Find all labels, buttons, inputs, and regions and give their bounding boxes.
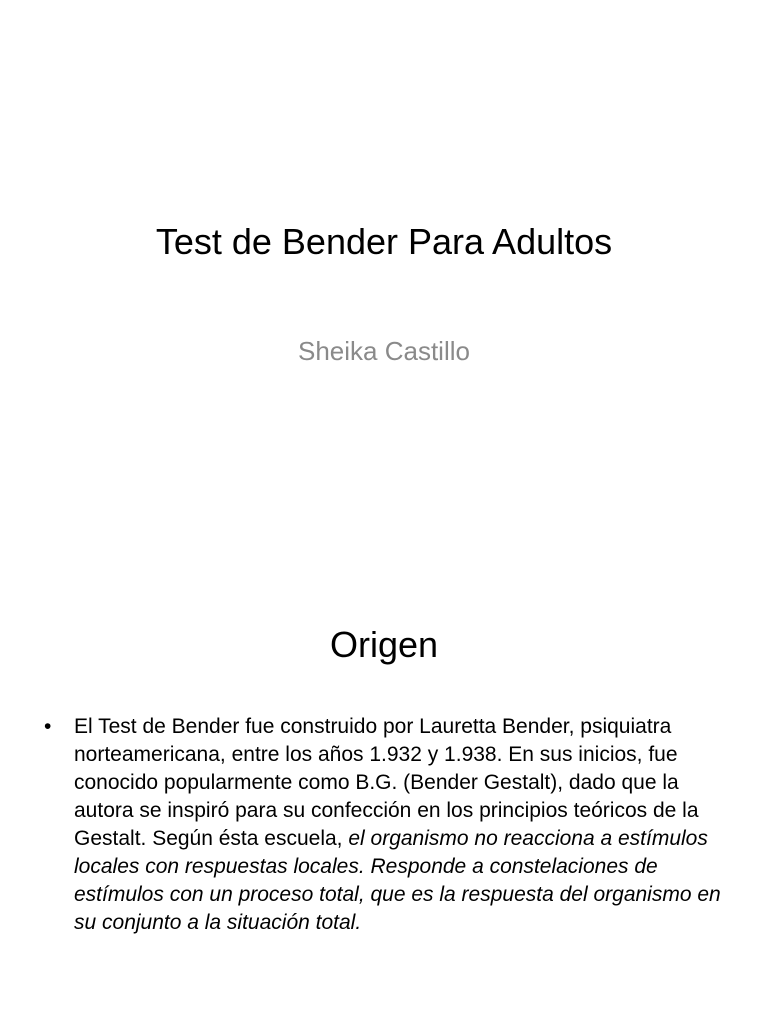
slide-title-origen: Origen [329, 624, 439, 665]
bullet-marker: • [44, 715, 52, 738]
slide-subtitle-author: Sheika Castillo [298, 336, 470, 366]
origen-slide [0, 576, 768, 1024]
slide-title: Test de Bender Para Adultos [155, 221, 613, 262]
bullet-list [40, 713, 730, 937]
bullet-text-italic: el organismo no reacciona a estímulos locales con respuestas locales. Responde a constelaciones de estímulos con un proceso total, que es la respuesta del organismo en su conjunto a la situación total. [74, 827, 721, 934]
bullet-text-plain: El Test de Bender fue construido por Lauretta Bender, psiquiatra norteamericana, entre los años 1.932 y 1.938. En sus inicios, fue conocido popularmente como B.G. (Bender Gestalt), dado que la autora se inspiró para su confección en los principios teóricos de la Gestalt. Según ésta escuela, [74, 715, 699, 850]
bullet-item [40, 713, 730, 937]
